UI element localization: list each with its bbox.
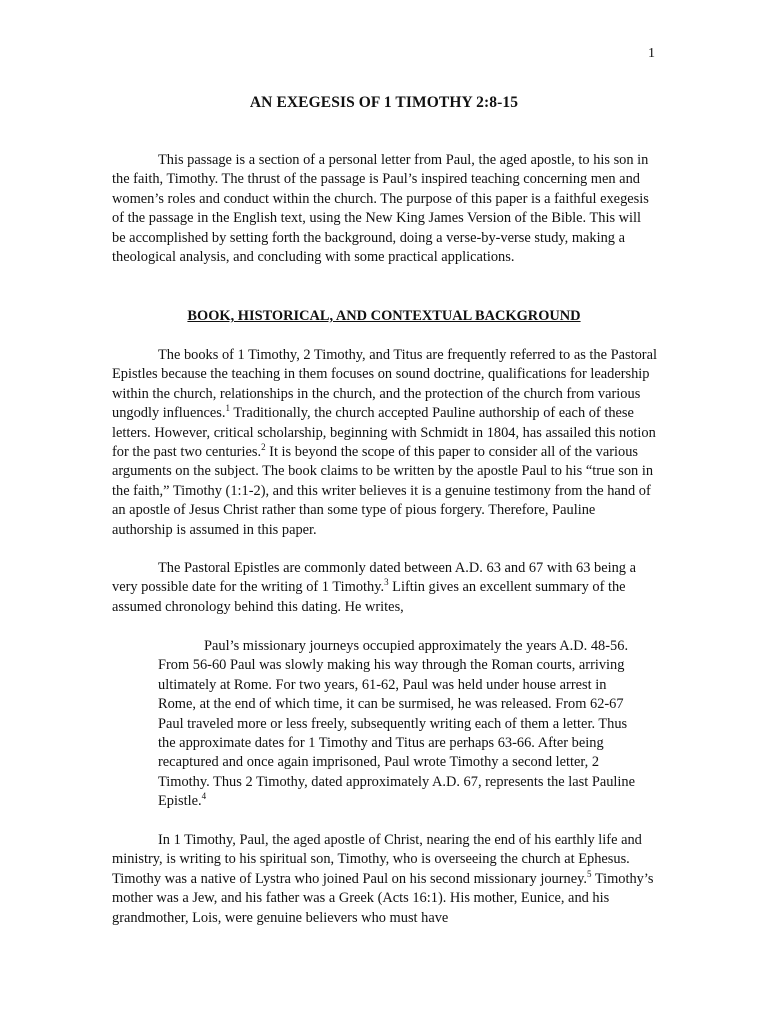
quote-text: Paul’s missionary journeys occupied approximately the years A.D. 48-56. From 56-60 Paul was slowly making his way through the Roman courts, arriving ultimately at Rome. For two years, 61-62, Paul was held under house arrest in Rome, at the end of which time, it can be surmised, he was released. From 62-67 Paul traveled more or less freely, subsequently writing each of them a letter. Thus the approximate dates for 1 Timothy and Titus are perhaps 63-66. After being recaptured and once again imprisoned, Paul wrote Timothy a second letter, 2 Timothy. Thus 2 Timothy, dated approximately A.D. 67, represents the last Pauline Epistle. (158, 638, 635, 810)
block-quote (158, 637, 636, 812)
section-heading: BOOK, HISTORICAL, AND CONTEXTUAL BACKGROUND (187, 308, 581, 324)
paragraph-text: In 1 Timothy, Paul, the aged apostle of Christ, nearing the end of his earthly life and ministry, is writing to his spiritual son, Timothy, who is overseeing the church at Ephesus. Timothy was a native of Lystra who joined Paul on his second missionary journey. (112, 832, 642, 887)
paragraph-text: The Pastoral Epistles are commonly dated between A.D. 63 and 67 with 63 being a very possible date for the writing of 1 Timothy. (112, 560, 636, 596)
footnote-marker: 5 (586, 869, 592, 880)
footnote-marker: 4 (201, 791, 207, 802)
footnote-marker: 1 (225, 403, 231, 414)
page-title: AN EXEGESIS OF 1 TIMOTHY 2:8-15 (249, 94, 519, 111)
paragraph-text: Traditionally, the church accepted Pauline authorship of each of these letters. However, critical scholarship, beginning with Schmidt in 1804, has assailed this notion for the past two centuries. (112, 405, 656, 461)
paragraph-text: Timothy’s mother was a Jew, and his father was a Greek (Acts 16:1). His mother, Eunice, and his grandmother, Lois, were genuine believers who must have (112, 870, 654, 926)
footnote-marker: 3 (384, 577, 389, 588)
background-paragraph-3 (112, 831, 657, 928)
background-paragraph-1 (112, 346, 657, 540)
paragraph-text: Liftin gives an excellent summary of the assumed chronology behind this dating. He writes, (112, 579, 626, 615)
page-number: 1 (648, 46, 655, 61)
paragraph-text: It is beyond the scope of this paper to consider all of the various arguments on the subject. The book claims to be written by the apostle Paul to his “true son in the faith,” Timothy (1:1-2), and this writer believes it is a genuine testimony from the hand of an apostle of Jesus Christ rather than some type of pious forgery. Therefore, Pauline authorship is assumed in this paper. (112, 444, 654, 538)
paragraph-text: The books of 1 Timothy, 2 Timothy, and Titus are frequently referred to as the Pastoral Epistles because the teaching in them focuses on sound doctrine, qualifications for leadership within the church, relationships in the church, and the protection of the church from various ungodly influences. (112, 347, 657, 422)
background-paragraph-2 (112, 559, 657, 617)
intro-paragraph: This passage is a section of a personal letter from Paul, the aged apostle, to his son in the faith, Timothy. The thrust of the passage is Paul’s inspired teaching concerning men and women’s roles and conduct within the church. The purpose of this paper is a faithful exegesis of the passage in the English text, using the New King James Version of the Bible. This will be accomplished by setting forth the background, doing a verse-by-verse study, making a theological analysis, and concluding with some practical applications. (112, 152, 649, 266)
footnote-marker: 2 (261, 442, 266, 453)
